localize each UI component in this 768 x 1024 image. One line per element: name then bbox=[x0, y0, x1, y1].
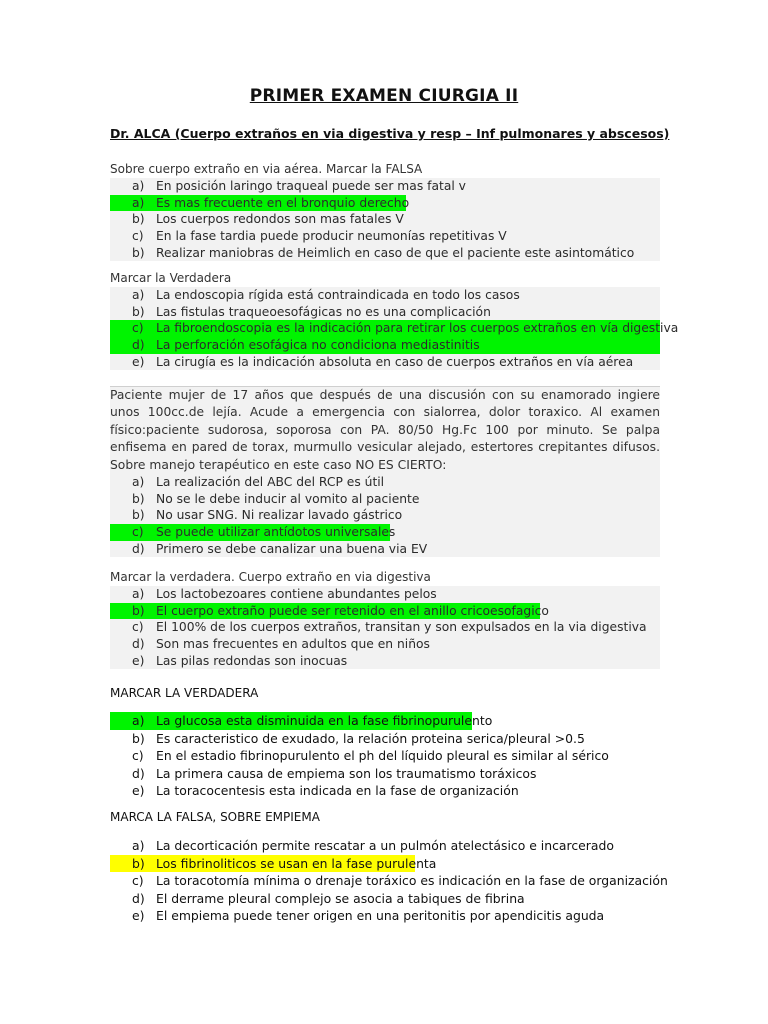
question-prompt: MARCA LA FALSA, SOBRE EMPIEMA bbox=[110, 810, 320, 824]
options-list bbox=[110, 474, 660, 557]
exam-subtitle: Dr. ALCA (Cuerpo extraños en via digestiva y resp – Inf pulmonares y abscesos) bbox=[110, 126, 670, 141]
option-c: c) En la fase tardia puede producir neumonías repetitivas V bbox=[132, 229, 507, 244]
option-b-highlighted: b) Los fibrinoliticos se usan en la fase purulenta bbox=[110, 855, 415, 873]
option-d: d) Son mas frecuentes en adultos que en niños bbox=[132, 637, 430, 652]
option-c-highlighted: c) Se puede utilizar antídotos universales bbox=[110, 524, 390, 541]
question-prompt: Marcar la Verdadera bbox=[110, 271, 232, 285]
option-c-highlighted: c) La fibroendoscopia es la indicación para retirar los cuerpos extraños en vía digestiva bbox=[110, 320, 660, 337]
option-b: b) Las fistulas traqueoesofágicas no es una complicación bbox=[132, 304, 491, 319]
question-1 bbox=[110, 161, 660, 261]
options-list bbox=[110, 287, 679, 370]
option-a: a) La realización del ABC del RCP es útil bbox=[132, 475, 385, 490]
options-list bbox=[110, 712, 660, 800]
option-a: a) En posición laringo traqueal puede ser mas fatal v bbox=[132, 179, 466, 193]
option-d: d) La primera causa de empiema son los traumatismo toráxicos bbox=[132, 765, 537, 781]
option-a-highlighted: a) Es mas frecuente en el bronquio derecho bbox=[110, 195, 406, 212]
question-2 bbox=[110, 270, 679, 370]
page-title: PRIMER EXAMEN CIURGIA II bbox=[249, 86, 519, 106]
option-c: c) El 100% de los cuerpos extraños, transitan y son expulsados en la via digestiva bbox=[132, 620, 647, 635]
option-a: a) La endoscopia rígida está contraindicada en todo los casos bbox=[132, 288, 520, 302]
option-b: b) Es caracteristico de exudado, la relación proteina serica/pleural >0.5 bbox=[132, 730, 585, 746]
options-list bbox=[110, 178, 660, 261]
question-3 bbox=[110, 387, 660, 557]
question-4 bbox=[110, 569, 660, 669]
option-a-highlighted: a) La glucosa esta disminuida en la fase fibrinopurulento bbox=[110, 712, 472, 730]
option-b: b) Los cuerpos redondos son mas fatales V bbox=[132, 212, 404, 227]
question-prompt: Paciente mujer de 17 años que después de una discusión con su enamorado ingiere unos 100cc.de lejía. Acude a emergencia con sialorrea, dolor toraxico. Al examen físico:paciente sudorosa, soporosa con PA. 80/50 Hg.Fc 100 por minuto. Se palpa enfisema en pared de torax, murmullo vesicular alejado, estertores crepitantes difusos. Sobre manejo terapéutico en este caso NO ES CIERTO: bbox=[110, 388, 660, 472]
option-b-highlighted: b) El cuerpo extraño puede ser retenido en el anillo cricoesofagico bbox=[110, 603, 540, 620]
question-prompt: Sobre cuerpo extraño en via aérea. Marcar la FALSA bbox=[110, 162, 423, 176]
option-e: e) La toracocentesis esta indicada en la fase de organización bbox=[132, 783, 519, 798]
question-prompt: Marcar la verdadera. Cuerpo extraño en via digestiva bbox=[110, 570, 431, 584]
option-d: d) Primero se debe canalizar una buena via EV bbox=[132, 541, 428, 556]
option-e: e) El empiema puede tener origen en una peritonitis por apendicitis aguda bbox=[132, 908, 605, 923]
option-b-second: b) Realizar maniobras de Heimlich en caso de que el paciente este asintomático bbox=[132, 245, 635, 260]
options-list bbox=[110, 837, 668, 925]
question-prompt: MARCAR LA VERDADERA bbox=[110, 686, 259, 700]
options-list bbox=[110, 586, 660, 669]
question-6 bbox=[110, 809, 668, 925]
option-d-highlighted: d) La perforación esofágica no condiciona mediastinitis bbox=[110, 337, 660, 354]
option-d: d) El derrame pleural complejo se asocia a tabiques de fibrina bbox=[132, 890, 525, 906]
option-b: b) No se le debe inducir al vomito al paciente bbox=[132, 491, 420, 506]
option-c: c) La toracotomía mínima o drenaje toráxico es indicación en la fase de organización bbox=[132, 873, 668, 888]
question-5 bbox=[110, 685, 660, 800]
option-e: e) Las pilas redondas son inocuas bbox=[132, 653, 348, 668]
option-b-second: b) No usar SNG. Ni realizar lavado gástrico bbox=[132, 508, 403, 523]
option-c: c) En el estadio fibrinopurulento el ph del líquido pleural es similar al sérico bbox=[132, 748, 609, 763]
option-e: e) La cirugía es la indicación absoluta en caso de cuerpos extraños en vía aérea bbox=[132, 354, 634, 369]
option-a: a) La decorticación permite rescatar a un pulmón atelectásico e incarcerado bbox=[132, 838, 614, 853]
option-a: a) Los lactobezoares contiene abundantes pelos bbox=[132, 587, 437, 601]
